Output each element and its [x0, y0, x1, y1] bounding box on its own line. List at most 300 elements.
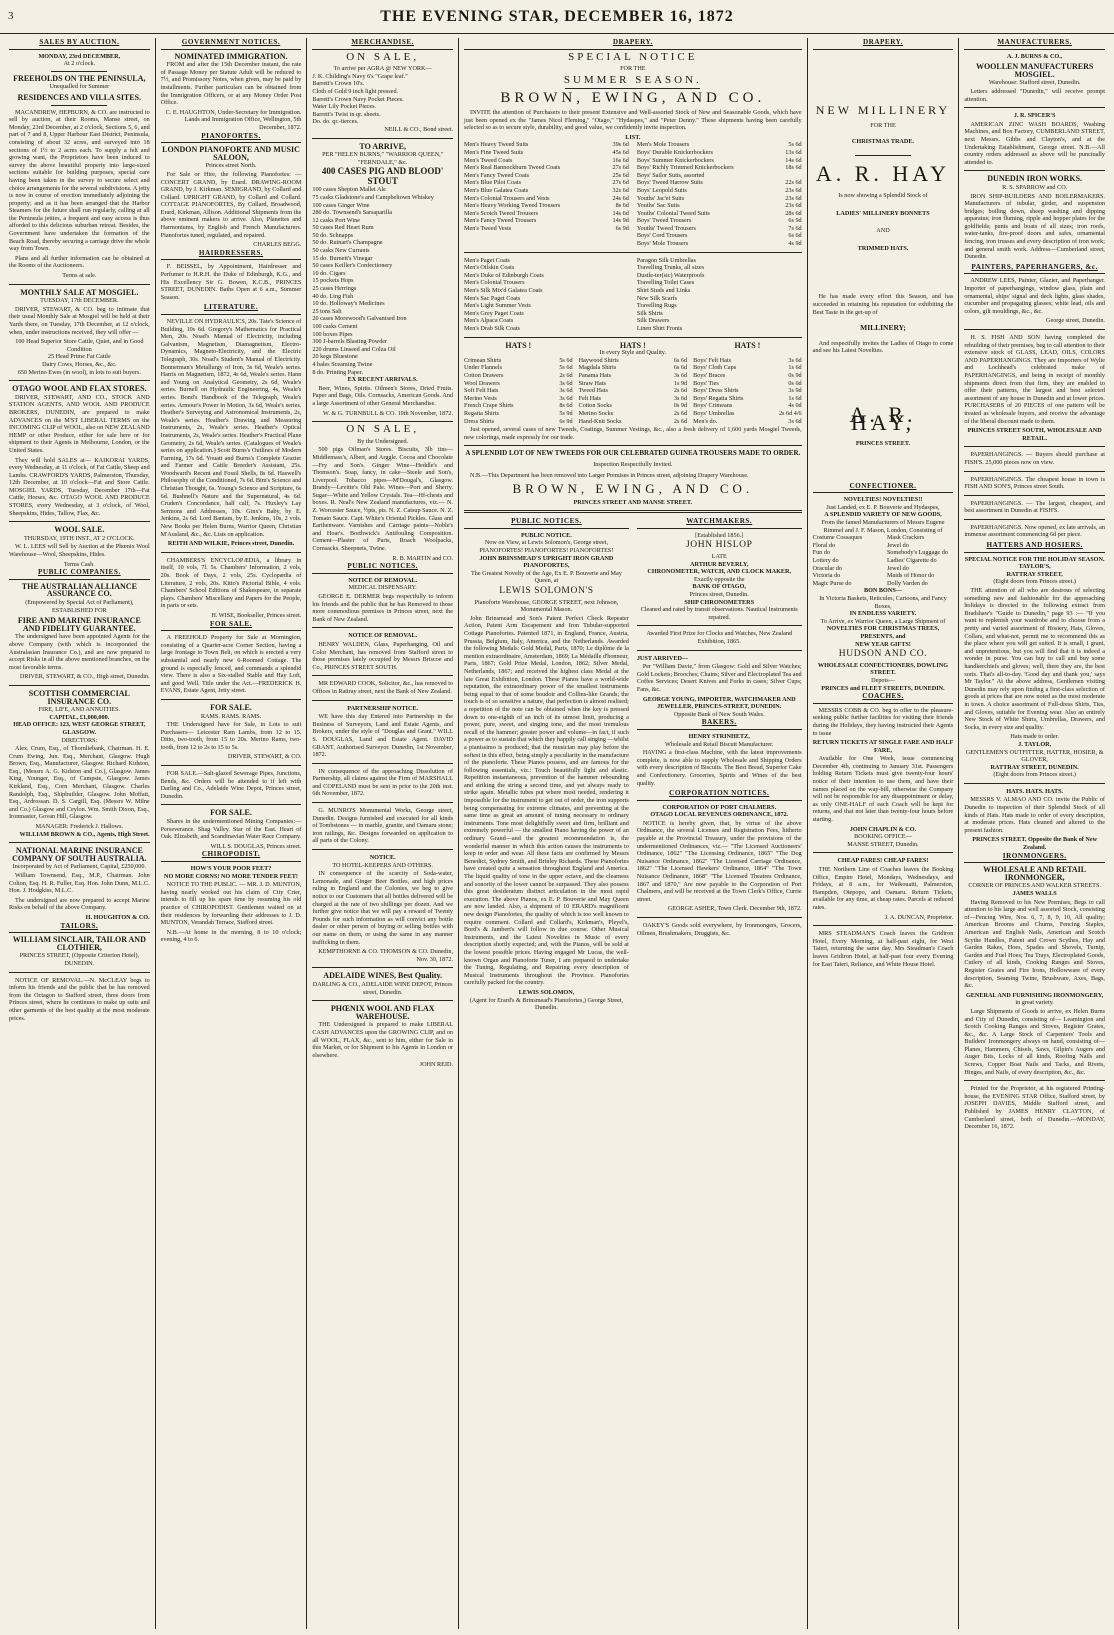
- price-item: Boys' Felt Hats: [693, 356, 732, 364]
- price-row: [637, 164, 802, 172]
- list-item: Do. do. qr.-tierces.: [312, 118, 359, 126]
- ad-subtitle: Depots—: [871, 676, 895, 684]
- ad-title: TRIMMED HATS.: [857, 244, 909, 252]
- ad-subtitle: In every Style and Quality.: [599, 349, 667, 357]
- list-item: Travelling Toilet Cases: [636, 279, 695, 287]
- price-value: 18s 6d: [785, 164, 802, 172]
- price-value: 14s 9d: [612, 217, 629, 225]
- ad-title: NOTICE.: [369, 854, 396, 862]
- list-item: Men's Duke of Edinburgh Coats: [464, 271, 544, 279]
- price-value: 3s 6d: [788, 417, 802, 425]
- price-row: [579, 357, 688, 365]
- ad-subtitle: (Eight doors from Princes street.): [993, 771, 1076, 779]
- ad-body: Large Shipments of Goods to arrive, ex Helen Burns and City of Dunedin, consisting of— Leamington and Scotch Cooking Ranges and Stoves, Register Grates, &c., &c. A Large Stock of Carpenters' Tools and Builders' Ironmongery always on hand, consisting of— Planes, Hammers, Chisels, Saws, Gilpin's Augers and Auger Bits, Locks of all kinds, Roofing Nails and Screws, Copper Boat Nails and Tacks, and Rivets, Hinges, and Nails, of every description, &c., &c.: [964, 1007, 1105, 1076]
- column-auctions: [4, 38, 156, 1629]
- ad-title: NOTICE OF REMOVAL.: [348, 632, 418, 640]
- price-item: French Crape Shirts: [464, 402, 514, 410]
- ad-subtitle: LIST.: [625, 133, 641, 141]
- price-item: Boys' Durable Knickerbockers: [636, 148, 713, 156]
- ad-signature: JOHN CHAPLIN & CO.: [849, 825, 917, 833]
- price-item: Boys' Richly Trimmed Knickerbockers: [636, 164, 734, 172]
- price-row: [464, 418, 573, 426]
- ad-signature: JOHN REID.: [419, 1061, 454, 1069]
- ad-title: PUBLIC NOTICE.: [520, 531, 572, 539]
- price-value: 1s 6d: [788, 364, 802, 372]
- list-item: Fun do: [812, 549, 831, 557]
- list-item: Barrett's Crown 10's.: [312, 80, 365, 88]
- ad-body: THE attention of all who are desirous of selecting something new and fashionable for the approaching holidays is directed to the following extract from Bradshaw's "Guide to Dunedin," page 93 :— "If you want to replenish your wardrobe and to choose from a pretty and varied assortment of Hosiery, Hats, Gloves, Collars, and what-not, permit me to recommend this as the place where you will get suited. It is small, I grant, and unpretentious, but you will find that it is indeed a wonder in purse. You can buy to call and buy some handkerchiefs and gloves; well, there they are, the best sorts. That's all-to-day. 'Good day and thank you,' says Mr Taylor." At the above address, Gentlemen visiting Dunedin may rely upon finding a first-class selection of goods at prices that are now noted as the most moderate in town. A choice assortment of Full-dress Shirts, Ties, and Gloves, suitable for Evening wear. Also an entirely New Stock of White Shirts, Umbrellas, Drawers, and Socks, in every size and quality.: [964, 587, 1105, 731]
- price-value: 39s 6d: [612, 141, 629, 149]
- price-item: Boys' Sailor Suits, assorted: [636, 171, 705, 179]
- ad-body: NEVILLE ON HYDRAULICS, 20s. Tate's Science of Building, 10s 6d. Gregory's Mathematics for Practical Men, 20s. Noad's Manual of Electricity, including Galvanism, Magnetism, Diamagnetism, Electro-Dynamics, Magneto-Electricity, and the Electric Telegraph, 30s. Noad's Student's Manual of Electricity. Bonnerman's Metallurgy of Iron, 3s 6d, Weale's series. Harris on Magnetism, 1872, 4s 6d, Weale's series. Hann and Young on Analytical Geometry, 2s 6d, Weale's series. Burnell on Hydraulic Engineering, 4s, Weale's series. Bond's Handbook of the Telegraph, Weale's series. Armour's Power in Motion, 3s 6d, Weale's series. Heather's Surveying and Astronomical Instruments, 2s, Weale's series. Heather's Drawing and Measuring Instruments, 2s, Weale's series. Heather's Optical Instruments, 2s, Weale's series. Heather's Practical Plane Geometry, 2s 6d, Weale's series. (Catalogues of Weale's series on application.) Scott Burns's Outlines of Modern Farming, 17s 6d. Youatt and Burns's Complete Grazier and Farmer and Cattle Breeder's Assistant, 25s. Woodward's Recent and Fossil Shells, 8s 6d. Haswell's Philosophy of the Conditioned, 7s 6d. Bim's Science and Christian Thought, 6s. Young's Science and Scripture, 6s 6d. Bushnell's Nature and the Supernatural, 4s 6d. Cruden's Concordance, half calf, 7s. Huxley's Lay Sermons and Addresses, 10s. Ginx's Baby, by E. Jenkins, 2s 6d. Lord Bantam, by E. Jenkins, 10s, 2 vols. New Books per Helen Burns, Warrior Queen, Christian M'Ausland, &c., &c. Lists on application.: [160, 318, 302, 538]
- ad-body: Letters addressed "Dunedin," will receive prompt attention.: [964, 87, 1105, 103]
- price-item: Men's Mole Trousers: [636, 141, 690, 149]
- price-item: Magdala Shirts: [578, 364, 617, 372]
- firm-address: PRINCES STREET AND MANSE STREET.: [573, 498, 693, 506]
- price-item: Men's Colonial Trousers and Vests: [464, 194, 550, 202]
- price-list: [464, 141, 802, 247]
- price-value: 1s 9d: [673, 379, 688, 387]
- ad-signature: NEILL & CO., Bond street.: [384, 125, 454, 133]
- price-item: Men's Tweed Vests: [464, 224, 512, 232]
- ad-body: He has made every effort this Season, and has succeeded in retaining his reputation for exhibiting the Best Taste in the get-up of: [812, 293, 954, 316]
- ad-subtitle: MANSE STREET, Dunedin.: [847, 840, 919, 848]
- ad-signature: C. E. HAUGHTON, Under-Secretary for Immigration. Lands and Immigration Office, Wellington, 5th December, 1872.: [165, 108, 302, 131]
- price-item: Soft Felt Hats: [464, 387, 499, 395]
- ad-body: ANDREW LEES, Painter, Glazier, and Paperhanger. Importer of paperhangings, window glass, plain and ornamental, ships' signal and deck lights, glass shades, cucumber and propagating glasses; white lead, oils and colors, gilt mouldings, &c., &c.: [964, 277, 1105, 315]
- ad-title: SUMMER SEASON.: [563, 73, 702, 86]
- ad-subtitle: RATTRAY STREET,: [1006, 570, 1063, 578]
- list-item: 300 J-barrels Blasting Powder: [312, 338, 388, 346]
- ad-title: CORPORATION OF PORT CHALMERS.: [662, 803, 777, 811]
- price-value: 0s 9d: [788, 371, 802, 379]
- price-row: [579, 380, 688, 388]
- ad-subtitle: RAMS. RAMS. RAMS.: [200, 712, 262, 720]
- ad-body: A FREEHOLD Property for Sale at Mornington, consisting of a Quarter-acre Corner Section, having a large frontage to Town Belt, on which is erected a very substantial and nearly new 6-Roomed Cottage. The ground is especially fenced, and commands a splendid view. There is also a Six-stalled Stable and Hay Loft, and good Well. Title under the Act.—FREDERICK H. EVANS, Estate Agent, Jetty street.: [160, 634, 302, 695]
- imprint: Printed for the Proprietor, at his registered Printing-house, the EVENING STAR Office, Stafford street, by JOSEPH DAVIES, Middle Stafford street, and Published by JAMES HENRY CLAYTON, of Cumberland street, both of Dunedin.—MONDAY, December 16, 1872.: [964, 1085, 1105, 1131]
- section-header: IRONMONGERS.: [964, 852, 1105, 864]
- ad-title: ON SALE,: [346, 50, 420, 63]
- section-header: HAIRDRESSERS.: [161, 249, 302, 261]
- price-row: [464, 380, 573, 388]
- shirt-list-b: [579, 357, 688, 425]
- page-number: 3: [8, 10, 14, 22]
- section-header: CHIROPODIST.: [161, 850, 302, 862]
- item-list-right: [637, 257, 802, 333]
- price-value: 2s 6d 4/6: [778, 409, 802, 417]
- ad-body: For Sale or Hire, the following Pianofortes: — CONCERT GRAND, by Erard. DRAWING-ROOM GRAND, by J. Kirkman. SEMIGRAND, by Collard and Collard. UPRIGHT GRAND, by Collard and Collard. COTTAGE PIANOFORTES, By Collard, Broadwood, Erard, Kirkman, Allison. Additional Shipments from the above eminent makers to arrive. Also, Planettes and Harmoniums, by English and French Manufacturers. Pianofortes tuned, regulated, and repaired.: [160, 170, 302, 239]
- ad-body: IRON SHIP-BUILDERS AND BOILERMAKERS. Manufacturers of tubular, girder, and suspension bridges; boiling down, sheep washing and dipping apparatus; iron fluming, ripple and hopper plates for the goldfields; punts and boats of all sizes; iron roofs, water-tanks, fire-proof doors and safes, ornamental fencing, iron trusses and every description of iron work; and general smith work. Address—Cumberland street, Dunedin.: [964, 192, 1105, 261]
- list-item: 4 bales Sceaming Twine: [312, 360, 373, 368]
- ad-subtitle: Inspection Respectfully Invited.: [593, 460, 673, 468]
- ad-subtitle: in great variety.: [1015, 999, 1054, 1007]
- ad-title: BON BONS—: [863, 587, 902, 595]
- price-value: 3s 6d: [559, 379, 573, 387]
- ad-title: NEW YEAR GIFTS!: [855, 640, 911, 648]
- price-row: [579, 387, 688, 395]
- ad-subtitle: (Eight doors from Princes street.): [993, 578, 1076, 586]
- ad-title: NATIONAL MARINE INSURANCE COMPANY OF SOUTH AUSTRALIA.: [12, 846, 147, 863]
- ad-body: W. L. LEES will Sell by Auction at the Phœnix Wool Warehouse—Wool, Sheepskins, Hides.: [9, 543, 150, 559]
- price-row: [693, 372, 802, 380]
- hats-label: HATS !: [734, 340, 761, 350]
- price-value: 0s 6d: [788, 379, 802, 387]
- ad-body: DRIVER, STEWART, AND CO., STOCK AND STATION AGENTS, AND WOOL AND PRODUCE BROKERS, DUNEDIN, are prepared to make ADVANCES on the M'ST LIBERAL TERMS on the INCOMING CLIP of WOOL, also on NEW ZEALAND HEMP or other Produce, either for sale here or for shipment to their Agents in Melbourne, London, or the United States.: [9, 393, 150, 454]
- ad-subtitle: [Established 1856.]: [695, 531, 744, 539]
- ad-title: J. R. SPICER'S: [1013, 112, 1056, 120]
- list-item: 8 do. Printing Paper.: [312, 368, 364, 376]
- price-value: 23s 6d: [785, 194, 802, 202]
- ad-body: THE Undersigned have for Sale, in Lots to suit Purchasers— Leicester Ram Lambs, from 12 to 15. Ditto, two-tooth, from 15 to 20s. Merino Rams, two-tooth, from 12 to 2s to 15 to 5s.: [160, 721, 302, 751]
- price-item: Boys' Tweed Trousers: [636, 217, 692, 225]
- item-list: [464, 257, 802, 333]
- ad-body: MESSRS V. ALMAO AND CO. invite the Public of Dunedin to inspection of their Splendid Stock of all kinds of Hats. Hats made to order of every description, at moderate prices. Hats cleaned and altered to the present fashion.: [964, 796, 1105, 834]
- ad-title: FOR SALE.: [210, 808, 252, 818]
- ad-body: N.B.—At home in the morning, 8 to 10 o'clock; evening, 4 to 6.: [160, 928, 302, 944]
- ad-body: DARLING & CO., ADELAIDE WINE DEPOT, Princes street, Dunedin.: [312, 980, 453, 996]
- price-item: Straw Hats: [578, 379, 606, 387]
- item-list-right: [887, 534, 953, 587]
- price-item: Boys' Dress Shirts: [693, 387, 739, 395]
- watchmakers: [637, 517, 802, 1011]
- ad-subtitle: Pianoforte Warehouse, GEORGE STREET, next Johnson, Monumental Mason.: [474, 598, 619, 614]
- ad-title: ON SALE,: [346, 423, 420, 436]
- ad-signature: H. HOUGHTON & CO.: [85, 913, 150, 921]
- price-value: 16s 6d: [612, 156, 629, 164]
- list-item: 50 cases Red Heart Rum: [312, 224, 374, 232]
- ad-body: FOR SALE.—Salt-glazed Sewerage Pipes, Junctions, Bends, &c. Orders will be attended to if left with Darling and Co., Adelaide Wine Depot, Princes street, Dunedin.: [160, 770, 302, 800]
- list-item: 50 cases Keiller's Confectionery: [312, 262, 393, 270]
- ad-signature: J. A. DUNCAN, Proprietor.: [884, 913, 954, 921]
- ad-body: OAKEY'S Goods sold everywhere, by Ironmongers, Grocers, Oilmen, Brushmakers, Druggists, &c.: [636, 922, 802, 937]
- list-item: 15 pockets Hops: [312, 277, 354, 285]
- ad-subtitle: BOOKING OFFICE—: [854, 833, 912, 841]
- ad-subtitle: By the Undersigned.: [357, 437, 409, 445]
- ad-title: SCOTTISH COMMERCIAL INSURANCE CO.: [28, 688, 130, 706]
- ad-date: MONDAY, 23rd DECEMBER,: [38, 52, 121, 60]
- section-header: DRAPERY.: [813, 38, 954, 50]
- price-row: [579, 402, 688, 410]
- ad-title: LADIES' MILLINERY BONNETS: [836, 209, 930, 217]
- price-item: Boys' Regatta Shirts: [693, 394, 744, 402]
- price-item: Felt Hats: [578, 394, 602, 402]
- ad-title: HENRY STRINHETZ,: [688, 732, 750, 740]
- price-value: 2s 6d: [673, 387, 688, 395]
- price-item: Men's Tweed Coats: [464, 156, 513, 164]
- ad-title: FREEHOLDS ON THE PENINSULA,: [13, 73, 146, 83]
- ad-body: Per "William Davie," from Glasgow: Gold and Silver Watches; Gold Lockets; Brooches; Chains; Silver and Electroplated Tea and Coffee Services; Desert Knives and Forks in cases; Silver Cups; Fans, &c.: [636, 663, 802, 693]
- price-value: 6s 9d: [788, 217, 802, 225]
- list-item: Mask Crackers: [886, 534, 925, 542]
- ad-title: BANK OF OTAGO,: [692, 583, 746, 591]
- ad-subtitle: FOR THE: [870, 122, 896, 130]
- list-item: 12 casks Port Wine: [312, 216, 360, 224]
- list-item: Dairy Cows, Horses, &c., &c.: [42, 360, 117, 368]
- price-row: [464, 364, 573, 372]
- price-row: [464, 179, 629, 187]
- ad-title: MILLINERY;: [860, 323, 906, 333]
- price-value: 22s 6d: [785, 179, 802, 187]
- ad-signature: WILL S. DOUGLAS, Princes street.: [210, 842, 302, 850]
- list-item: Oracular do: [812, 564, 843, 572]
- ad-body: The undersigned are now prepared to accept Marine Risks on behalf of the above Company.: [9, 896, 150, 912]
- list-item: Men's Paget Coats: [464, 256, 510, 264]
- price-row: [464, 210, 629, 218]
- ad-body: IN consequence of the approaching Dissolution of Partnership, all claims against the Firm of MARSHALL and COPELAND must be sent in prior to the 20th inst. 6th November, 1872.: [312, 767, 454, 798]
- lower-section: [464, 517, 802, 1011]
- price-item: Men's Heavy Tweed Suits: [464, 141, 529, 149]
- price-row: [464, 225, 629, 233]
- ad-signature: KEMPTHORNE & CO. THOMSON & CO. Dunedin, Nov. 30, 1872.: [318, 948, 454, 963]
- shirt-list-a: [464, 357, 573, 425]
- list-item: 650 Merino Ewes (in wool), in lots to suit buyers.: [17, 368, 141, 376]
- list-item: 75 casks Gladstone's and Campbeltown Whiskey: [312, 193, 434, 201]
- list-item: Men's Colonial Trousers: [464, 279, 525, 287]
- ad-body: PAPERHANGINGS. — Buyers should purchase at FISH'S. 25,000 pieces now on view.: [964, 451, 1105, 466]
- ad-body: THE Northern Line of Coaches leaves the Booking Office, Empire Hotel, Mondays, Wednesdays, and Fridays, at 8 a.m., for Waikouaiti, Palmerston, Hampden, Otepopo, and Oamaru. Return Tickets, available for any time, at cheap rates. Parcels at reduced rates.: [812, 866, 954, 911]
- section-header: MANUFACTURERS.: [964, 38, 1105, 50]
- price-row: [464, 141, 629, 149]
- section-header: TAILORS.: [9, 922, 150, 934]
- ad-body: THE Undersigned is prepared to make LIBERAL CASH ADVANCES upon the GROWING CLIP, and on all WOOL, FLAX, &c., sent to him, either for Sale in this Market, or for Shipment to his Agents in London or elsewhere.: [312, 1021, 454, 1059]
- ad-title: TAYLOR'S,: [1018, 563, 1051, 571]
- list-item: 280 do. Townsend's Sarsaparilla: [312, 209, 392, 217]
- ad-body: To Arrive, ex Warrior Queen, a Large Shipment of: [820, 617, 946, 625]
- ad-body: John Brinsmead and Son's Patent Perfect Check Repeater Action, Patent Arm Escapement and Iron Tubular-supported Cottage Pianofortes. Patented 1871, in England, France, Austria, Prussia, Belgium, Italy, America, and the Netherlands. Awarded the following Medals: Gold Medal, Paris, 1870; Le diplôme de la mention extraordinaire, Amsterdam, 1869; La Médaille d'honneur, Paris, 1867; Gold Prize Medal, London, 1862; Silver Medal, Netherlands, 1867; and received the highest class Medal at the late Great Exhibition, London. These Pianos have a world-wide reputation, the extraordinary power of the smallest instruments being equal to that of some boudoir and Collins-like Grands; the touch is of so sensitive a nature, that perfection is almost realised; a repetition of the note can be obtained when the key is pressed down to one-eighth of an inch of its utmost limit, producing a power, pure, sweet, and singing tone, and the most tremulous recall of the hammer; greater power and volume—in fact, if such a power as to sustain that which they happily call singing —whilst a pianissimo is produced; that the musician may play before the softest in this effect, being simply a peculiarity in the manufacture of the pianoforte. These Pianos possess, and are famous for the following essentials, viz.: Touch beautifully light and elastic. Repetition instantaneous, prevention of the hammer rebounding and striking the string a second time, and yet always ready to strike again. Metallic tubes put where most needed, rendering it impossible for the instrument to get out of order, the iron supports being compensating for extreme climates, and preventing at the same time as great an amount of tuning necessary to ordinary instruments. Tone most delightfully sweet and firm, brilliant and extremely powerful — the smallest Piano having the power of an ordinary Grand—and the greatest recommendation is, the wonderful manner in which this action causes the instruments to keep in order and wear. All these facts are confirmed by Messrs Benedict, Sydney Smith, and Brinley Richards. These Pianofortes have created quite a sensation throughout England and America. The liquid quality of tone in the upper octave, and the clearness and sonority of the lower cannot be surpassed. They also possess this great desideratum distinct articulation in the most rapid execution. The above Pianos, ex E. P. Bouverie and May Queen are now landed. Also, a shipment of 10 ERARD's magnificent new design Pianofortes, the quality of which is too well known to require comment. Collard and Collard's, Kirkman's, Pleyel's, Bord's & Jambert's will follow in due course. Other Musical Instruments, and the Latest Novelties in Music of every description shortly expected; and, with the Pianos, will be sold at the lowest possible prices. Having engaged Mr Lucas, the well-known Organ and Pianoforte Tuner, I am prepared to undertake the Tuning, Regulating, and Repairing every description of Musical Instruments throughout the Province. Pianofortes carefully packed for the country.: [464, 614, 629, 987]
- price-item: Cotton Socks: [578, 402, 612, 410]
- price-row: [464, 195, 629, 203]
- ad-title: A. J. BURNS & CO.,: [1006, 52, 1063, 60]
- item-list-left: [813, 534, 879, 587]
- ad-title: A SPLENDID VARIETY OF NEW GOODS,: [824, 511, 942, 519]
- ad-body: NOTICE OF REMOVAL.—N. McCLEAY begs to inform his friends and the public that he has removed from the Octagon to Stafford street, three doors from Princes street, where he continues to make up suits and other garments of the best quality at the most moderate prices.: [9, 976, 150, 1022]
- list-item: 50 do. Ruinart's Champagne: [312, 239, 383, 247]
- price-value: 8s 6d: [615, 202, 629, 210]
- list-item: 100 cases Ginger Wine: [312, 201, 370, 209]
- ad-body: Alex. Crum, Esq., of Thornliebank, Chairman. H. E. Crum Ewing, Jun. Esq., Merchant, Glasgow. Hugh Brown, Esq., Manufacturer, Glasgow. Richard Kidston, Esq., (Messrs A. G. Kidston and Co.), Glasgow. James King, Younger, Esq., of Campsie, Glasgow. James Kirkland, Esq., Corn Merchant, Glasgow. Charles Randolph, Esq., Shipbuilder, Glasgow. John Moffatt, Esq., Ardrossan. D. S. Cargill, Esq. (Messrs W. Milne and Co.) Glasgow and Ceylon. Wm. Smith Dixon, Esq., Ironmaster, Govan Hill, Glasgow.: [9, 745, 150, 821]
- price-row: [464, 164, 629, 172]
- section-header: MERCHANDISE.: [312, 38, 453, 50]
- firm-name: BROWN, EWING, AND CO.: [512, 481, 754, 497]
- ad-body: MR EDWARD COOK, Solicitor, &c., has removed to Offices in Rattray street, next the Bank of New Zealand.: [312, 680, 454, 695]
- ad-signature: W. & G. TURNBULL & CO. 19th November, 1872.: [323, 409, 454, 417]
- ad-signature: GEORGE YOUNG, IMPORTER, WATCHMAKER AND JEWELLER, PRINCES-STREET, DUNEDIN.: [642, 695, 796, 711]
- ad-title: WILLIAM SINCLAIR, TAILOR AND CLOTHIER,: [12, 935, 146, 952]
- price-row: [579, 364, 688, 372]
- column-merchandise: [307, 38, 459, 1629]
- section-header: PIANOFORTES.: [161, 132, 302, 144]
- price-row: [693, 395, 802, 403]
- section-header: SALES BY AUCTION.: [9, 38, 150, 50]
- ad-subtitle: RATTRAY STREET, DUNEDIN.: [990, 763, 1079, 771]
- ad-capital: CAPITAL, £1,000,000.: [49, 713, 110, 721]
- price-value: 13s 6d: [785, 148, 802, 156]
- ad-subtitle: Princes street, Dunedin.: [689, 591, 749, 599]
- ad-title: MONTHLY SALE AT MOSGIEL.: [20, 287, 139, 297]
- list-item: 15 do. Burnett's Vinegar: [312, 254, 373, 262]
- ad-title: CHRONOMETER, WATCH, AND CLOCK MAKER,: [647, 568, 792, 576]
- list-item: Men's Grey Paget Coats: [464, 309, 524, 317]
- ad-subtitle: Incorporated by Act of Parliament, Capital, £250,000.: [12, 863, 146, 871]
- price-row: [464, 149, 629, 157]
- ad-signature: REITH AND WILKIE, Princes street, Dunedin.: [167, 540, 295, 548]
- price-item: Boys' Crimeans: [693, 402, 733, 410]
- ad-subtitle: MEDICAL DISPENSARY.: [348, 584, 417, 592]
- ad-title: HATS. HATS. HATS.: [1006, 787, 1064, 795]
- price-row: [464, 172, 629, 180]
- list-item: Shirt Studs and Links: [636, 287, 691, 295]
- column-government: [156, 38, 308, 1629]
- ad-headline: A SPLENDID LOT OF NEW TWEEDS FOR OUR CELEBRATED GUINEA TROUSERS MADE TO ORDER.: [465, 449, 801, 458]
- section-header: BAKERS.: [637, 718, 802, 730]
- list-item: Men's Alpaca Coats: [464, 317, 514, 325]
- list-item: Magic Purse do: [812, 579, 852, 587]
- list-item: Water Lily Pocket Pieces.: [312, 103, 377, 111]
- ad-title: WOOL SALE.: [54, 525, 105, 535]
- section-header: PUBLIC NOTICES.: [312, 562, 453, 574]
- section-header: LITERATURE.: [161, 303, 302, 315]
- item-list-left: [464, 257, 629, 333]
- ad-body: NOTICE is hereby given, that, by virtue of the above Ordinance, the several Licenses and Registration Fees, hitherto payable at the Provincial Treasury, under the provisions of the undermentioned Ordinances, viz.— "The Licensed Auctioneers' Ordinance, 1862" "The Licensing Ordinance, 1865" "The Dog Nuisance Ordinance, 1862" "The Licensed Carriage Ordinance, 1862" "The Licensed Hawkers' Ordinance, 1864" "The Town Nuisance Ordinance, 1868" "The Licensed Theatres Ordinance, 1867 and 1870," Are now payable to the Corporation of Port Chalmers, and will be received at the Town Clerk's Office, Currie street.: [636, 819, 802, 903]
- ad-body: The undersigned have been appointed Agents for the above Company (with which is incorporated the Australasian Insurance Co.), and are now prepared to accept Risks in all the above mentioned branches, on the most favorable terms.: [9, 633, 150, 671]
- ad-headline: 400 CASES PIG AND BLOOD' STOUT: [321, 166, 444, 187]
- ad-subtitle: Exactly opposite the: [693, 575, 745, 583]
- ad-title: FOR SALE.: [210, 702, 252, 712]
- list-item: Men's Drab Silk Coats: [464, 325, 520, 332]
- section-header: FOR SALE.: [161, 620, 302, 632]
- list-item: Dustle-ter(sic) Waterproofs: [636, 271, 705, 279]
- ad-subtitle: FIRE, LIFE, AND ANNUITIES.: [38, 706, 121, 714]
- ad-title: PHŒNIX WOOL AND FLAX WAREHOUSE.: [330, 1004, 435, 1021]
- price-list-left: [464, 141, 629, 247]
- ad-subtitle: Warehouse: Stafford street, Dunedin.: [988, 79, 1081, 87]
- ad-body: MESSRS COBB & CO. beg to offer to the pleasure-seeking public further facilities for visiting their friends during the Holidays, they having instructed their Agents to issue: [812, 706, 954, 737]
- list-item: New Silk Scarfs: [636, 294, 678, 302]
- price-value: 45s 6d: [612, 148, 629, 156]
- ad-subtitle: PRINCES STREET, (Opposite Criterion Hotel), DUNEDIN.: [19, 952, 140, 967]
- list-item: Silk Drawers: [636, 317, 670, 325]
- ad-title: CHEAP FARES! CHEAP FARES!: [837, 857, 929, 865]
- price-row: [464, 357, 573, 365]
- price-row: [693, 402, 802, 410]
- list-item: Jewel do: [886, 541, 909, 549]
- price-row: [637, 210, 802, 218]
- ad-subtitle: DIRECTORS:: [61, 736, 98, 744]
- price-value: 0s 9d: [673, 402, 688, 410]
- ad-title: TO ARRIVE,: [359, 141, 406, 151]
- newspaper-title: THE EVENING STAR, DECEMBER 16, 1872: [380, 8, 734, 25]
- firm-name: BROWN, EWING, AND CO.: [500, 90, 766, 107]
- price-row: [464, 395, 573, 403]
- price-row: [579, 410, 688, 418]
- price-value: 24s 6d: [612, 194, 629, 202]
- ad-title: HOW'S YOUR POOR FEET?: [190, 865, 272, 872]
- price-item: Boys' Tweed Harrow Suits: [636, 179, 703, 187]
- ad-title: SHIP CHRONOMETERS: [684, 598, 755, 606]
- list-item: Costume Cossaques: [812, 534, 863, 542]
- price-item: Men's Scotch Tweed Trousers: [464, 209, 538, 217]
- ad-subtitle: TO HOTEL-KEEPERS AND OTHERS.: [332, 861, 433, 869]
- ad-title: NOVELTIES! NOVELTIES!!: [843, 496, 923, 504]
- hats-label: HATS !: [619, 340, 646, 350]
- section-header: COACHES.: [813, 692, 954, 704]
- ad-signature: GEORGE ASHER, Town Clerk. December 9th, 1872.: [667, 905, 802, 913]
- shirt-list: [464, 357, 802, 425]
- list-item: Men's Silk Mix'd Galatea Coats: [464, 287, 543, 295]
- ad-subtitle: Unequalled for Summer: [49, 83, 110, 91]
- ad-signature: R. B. MARTIN and CO.: [392, 554, 454, 562]
- price-row: [637, 195, 802, 203]
- ad-title: RETURN TICKETS AT SINGLE FARE AND HALF FARE,: [812, 739, 954, 754]
- ad-subtitle: WHOLESALE CONFECTIONERS, DOWLING STREET.: [817, 661, 949, 677]
- firm-name: A. R. HAY,: [849, 401, 917, 435]
- price-row: [693, 410, 802, 418]
- ad-body: Awarded First Prize for Clocks and Watches, New Zealand Exhibition, 1865.: [646, 630, 793, 645]
- ad-title: ADELAIDE WINES, Best Quality.: [323, 971, 443, 981]
- price-value: 27s 6d: [612, 179, 629, 187]
- ad-title: NOVELTIES FOR CHRISTMAS TREES, PRESENTS, and: [826, 625, 940, 640]
- ad-subtitle: AND: [876, 227, 890, 235]
- page-columns: [4, 38, 1110, 1629]
- list-item: 20 cases Morewood's Galvanised Iron: [312, 315, 407, 323]
- list-item: Dolly Varden do: [886, 579, 928, 587]
- price-item: Men's Fancy Tweed Coats: [464, 171, 530, 179]
- ad-body: PAPERHANGINGS. — The largest, cheapest, and best assortment in Dunedin at FISH'S.: [964, 499, 1105, 515]
- price-row: [464, 387, 573, 395]
- hats-banner: [464, 342, 802, 350]
- price-item: Youths' Tweed Trousers: [636, 224, 696, 232]
- ad-title: JUST ARRIVED—: [636, 654, 689, 662]
- ad-subtitle: (Empowered by Special Act of Parliament),: [25, 599, 134, 606]
- ad-title: NEW MILLINERY: [815, 102, 951, 117]
- ad-title: IN ENDLESS VARIETY.: [849, 610, 917, 618]
- price-value: 3s 6d: [559, 387, 573, 395]
- ad-body: Cleaned and rated by transit observations. Nautical Instruments repaired.: [640, 606, 798, 621]
- ad-title: J. TAYLOR,: [1018, 740, 1052, 748]
- price-item: Men's Real Bannockburn Tweed Coats: [464, 164, 561, 172]
- price-row: [693, 387, 802, 395]
- ad-body: IN consequence of the scarcity of Soda-water, Lemonade, and Ginger Beer Bottles, and high prices ruling in England and the Colonies, we beg to give notice to our Customers that all bottles delivered will be charged at the rate of two shillings per dozen. And we further give notice that we will pay a reward of Twenty Pounds for such information as will convict any bottle dealer or other person of buying or selling bottles with our name on them, or using the same in any manner trafficking in them.: [312, 870, 454, 946]
- price-value: 5s 6d: [559, 356, 573, 364]
- ad-terms: Terms at sale.: [62, 272, 97, 280]
- price-value: 3s 6d: [788, 356, 802, 364]
- ad-body: PAPERHANGINGS. Now opened, ex late arrivals, an immense assortment commencing 6d per piece.: [964, 523, 1105, 539]
- ad-manager: MANAGER: Frederick J. Hallows.: [35, 823, 124, 831]
- ad-body: Available for One Week, issue commencing December 4th, continuing to January 31st. Passengers holding Return Tickets must give twenty-four hours' notice of their intention to use them, and have their names placed on the way-bill, otherwise the Company will not be responsible for any disappointment or delay, as only ONE-HALF of each Coach will be kept for returns, and that not later than twenty-four hours before starting.: [812, 755, 954, 824]
- ad-body: H. S. FISH AND SON having completed the rebuilding of their premises, beg to call attention to their extensive stock of GLASS, LEAD, OILS, COLORS AND PAPERHANGINGS. They are Importers of Wylie and Lochhead's celebrated make of PAPERHANGINGS, and being in receipt of monthly shipments direct from that firm, they are enabled to offer their patterns, the largest and best selected assortment of any house in Dunedin and at lower prices. PURCHASERS of 20 PIECES of one pattern will be treated as wholesale buyers, and receive the advantage of the liberal discount made to them.: [964, 334, 1105, 425]
- ad-body: DRIVER, STEWART, & CO. beg to intimate that their usual Monthly Sale at Mosgiel will be held at their Yards there, on Tuesday, 17th December, at 12 o'clock, when, under instructions received, they will offer —: [9, 305, 150, 336]
- price-item: Wool Drawers: [464, 379, 500, 387]
- ad-subtitle: LATE: [711, 553, 727, 561]
- ad-subtitle: Wholesale and Retail Biscuit Manufacturer.: [665, 740, 774, 748]
- ad-title: WHOLESALE AND RETAIL IRONMONGER,: [983, 865, 1087, 882]
- firm-name: LEWIS SOLOMON'S: [499, 586, 594, 597]
- ad-body: Is now showing a Splendid Stock of: [838, 191, 928, 199]
- price-row: [693, 357, 802, 365]
- price-item: Tweed Hats: [578, 387, 608, 395]
- price-value: 4s 0d: [788, 402, 802, 410]
- ad-subtitle: Now on View, at Lewis Solomon's, George street, PIANOFORTES! PIANOFORTES! PIANOFORTES!: [479, 539, 614, 555]
- ad-title: JAMES WALLS: [1012, 890, 1057, 897]
- list-item: Men's Oilskin Coats: [464, 264, 515, 272]
- list-item: Silk Shirts: [636, 309, 663, 317]
- price-value: 3s 6d: [559, 394, 573, 402]
- ad-title: SPECIAL NOTICE: [568, 50, 698, 63]
- ad-signature: DRIVER, STEWART, & CO.: [227, 753, 302, 761]
- ad-title: RESIDENCES AND VILLA SITES.: [17, 92, 142, 102]
- ad-body: Just opened, several cases of new Tweeds, Coatings, Summer Vestings, &c., also a fresh delivery of 1,600 yards Mosgiel Tweeds, new colorings, made expressly for our trade.: [464, 426, 802, 441]
- ad-body: Beer, Wines, Spirits. Oilmen's Stores, Dried Fruits. Paper and Bags, Oils. Cornsacks, American Goods. And a large Assortment of other General Merchandise.: [312, 384, 454, 407]
